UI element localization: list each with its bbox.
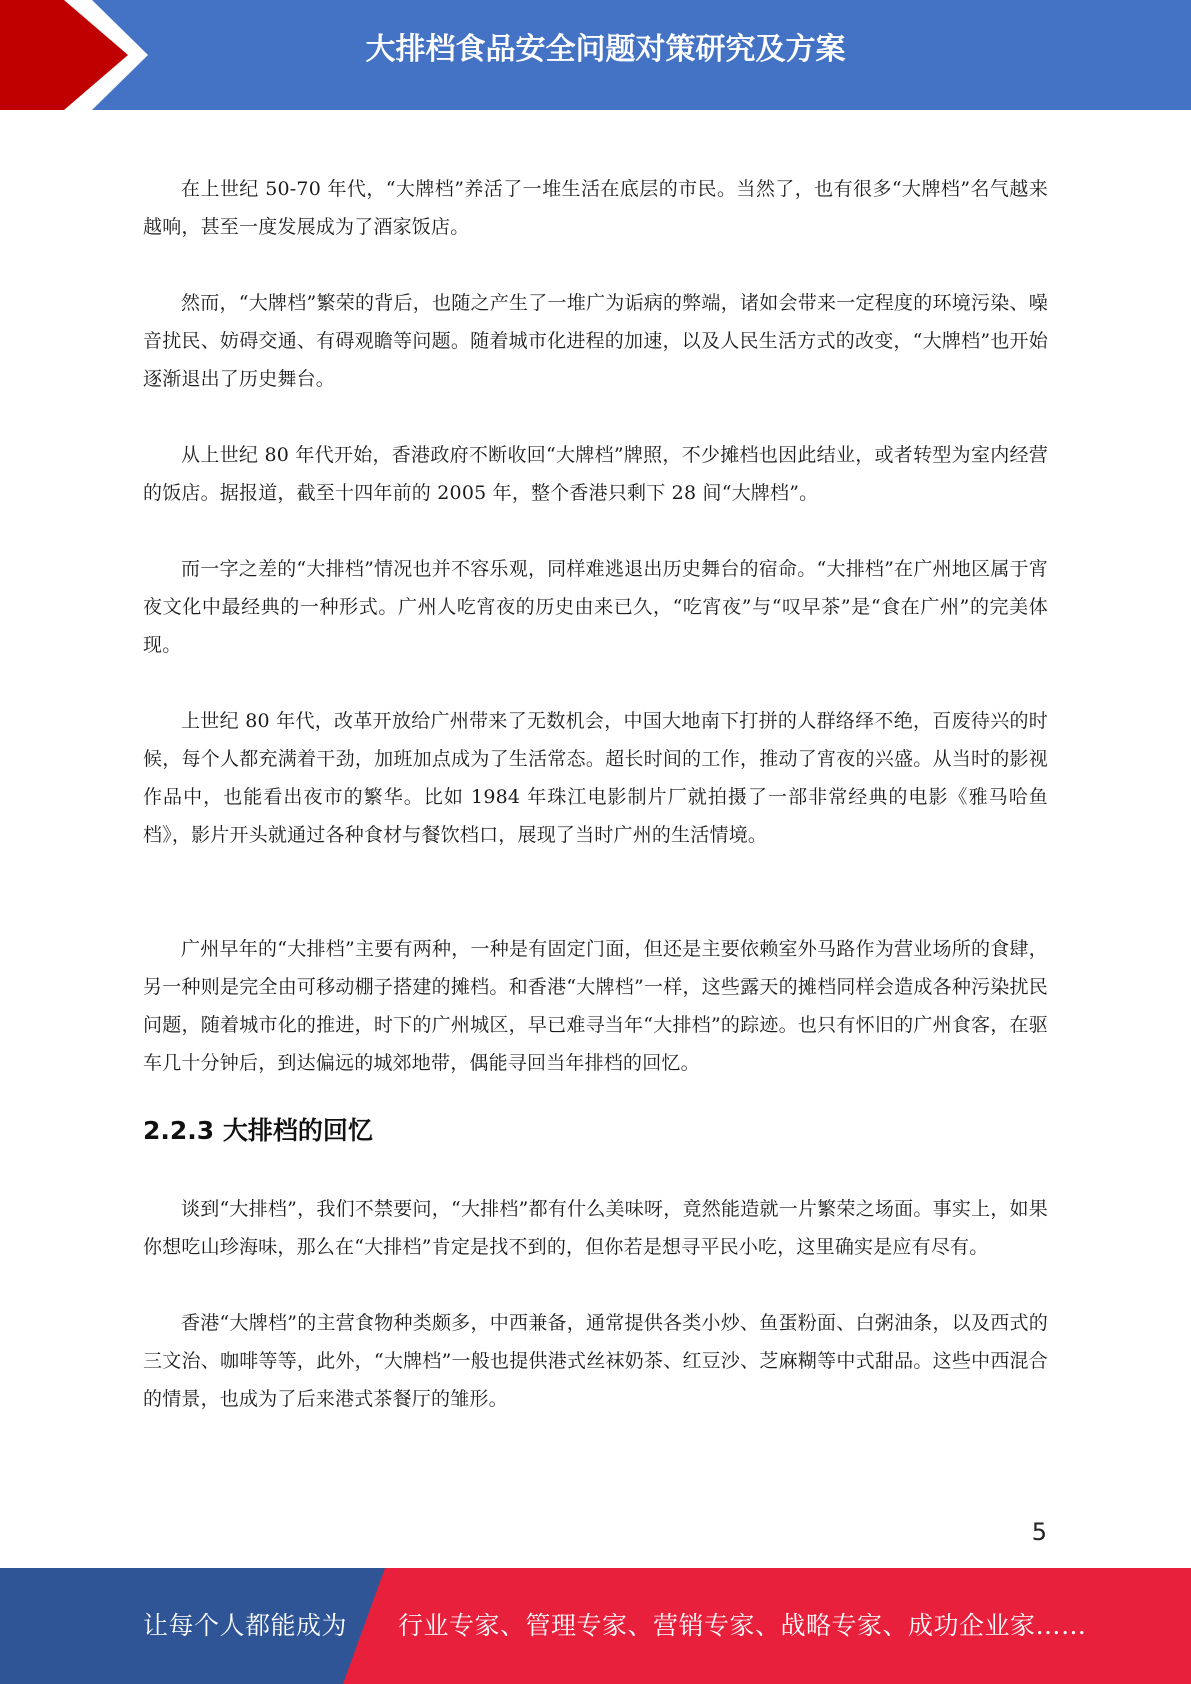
page-footer (0, 1568, 1191, 1684)
paragraph: 谈到“大排档”，我们不禁要问，“大排档”都有什么美味呀，竟然能造就一片繁荣之场面。事实上，如果你想吃山珍海味，那么在“大排档”肯定是找不到的，但你若是想寻平民小吃，这里确实是应有尽有。 (143, 1198, 1048, 1258)
paragraph: 上世纪 80 年代，改革开放给广州带来了无数机会，中国大地南下打拼的人群络绎不绝，百废待兴的时候，每个人都充满着干劲，加班加点成为了生活常态。超长时间的工作，推动了宵夜的兴盛。从当时的影视作品中，也能看出夜市的繁华。比如 1984 年珠江电影制片厂就拍摄了一部非常经典的电影《雅马哈鱼档》，影片开头就通过各种食材与餐饮档口，展现了当时广州的生活情境。 (143, 710, 1048, 846)
paragraph: 从上世纪 80 年代开始，香港政府不断收回“大牌档”牌照，不少摊档也因此结业，或者转型为室内经营的饭店。据报道，截至十四年前的 2005 年，整个香港只剩下 28 间“大牌档”。 (143, 444, 1048, 504)
paragraph: 然而，“大牌档”繁荣的背后，也随之产生了一堆广为诟病的弊端，诸如会带来一定程度的环境污染、噪音扰民、妨碍交通、有碍观瞻等问题。随着城市化进程的加速，以及人民生活方式的改变，“大牌档”也开始逐渐退出了历史舞台。 (143, 292, 1048, 390)
section-heading: 2.2.3 大排档的回忆 (143, 1116, 373, 1145)
paragraph: 在上世纪 50-70 年代，“大牌档”养活了一堆生活在底层的市民。当然了，也有很多“大牌档”名气越来越响，甚至一度发展成为了酒家饭店。 (143, 178, 1048, 238)
paragraph: 而一字之差的“大排档”情况也并不容乐观，同样难逃退出历史舞台的宿命。“大排档”在广州地区属于宵夜文化中最经典的一种形式。广州人吃宵夜的历史由来已久，“吃宵夜”与“叹早茶”是“食在广州”的完美体现。 (143, 558, 1048, 656)
page-number: 5 (1031, 1518, 1047, 1546)
paragraph: 广州早年的“大排档”主要有两种，一种是有固定门面，但还是主要依赖室外马路作为营业场所的食肆，另一种则是完全由可移动棚子搭建的摊档。和香港“大牌档”一样，这些露天的摊档同样会造成各种污染扰民问题，随着城市化的推进，时下的广州城区，早已难寻当年“大排档”的踪迹。也只有怀旧的广州食客，在驱车几十分钟后，到达偏远的城郊地带，偶能寻回当年排档的回忆。 (143, 938, 1048, 1074)
footer-slogan-left: 让每个人都能成为 (143, 1611, 348, 1640)
paragraph: 香港“大牌档”的主营食物种类颇多，中西兼备，通常提供各类小炒、鱼蛋粉面、白粥油条，以及西式的三文治、咖啡等等，此外，“大牌档”一般也提供港式丝袜奶茶、红豆沙、芝麻糊等中式甜品。这些中西混合的情景，也成为了后来港式茶餐厅的雏形。 (143, 1312, 1048, 1410)
footer-slogan-right: 行业专家、管理专家、营销专家、战略专家、成功企业家…… (398, 1611, 1087, 1640)
page-header (0, 0, 1191, 110)
document-title: 大排档食品安全问题对策研究及方案 (365, 32, 846, 67)
page-content (143, 170, 1048, 1418)
